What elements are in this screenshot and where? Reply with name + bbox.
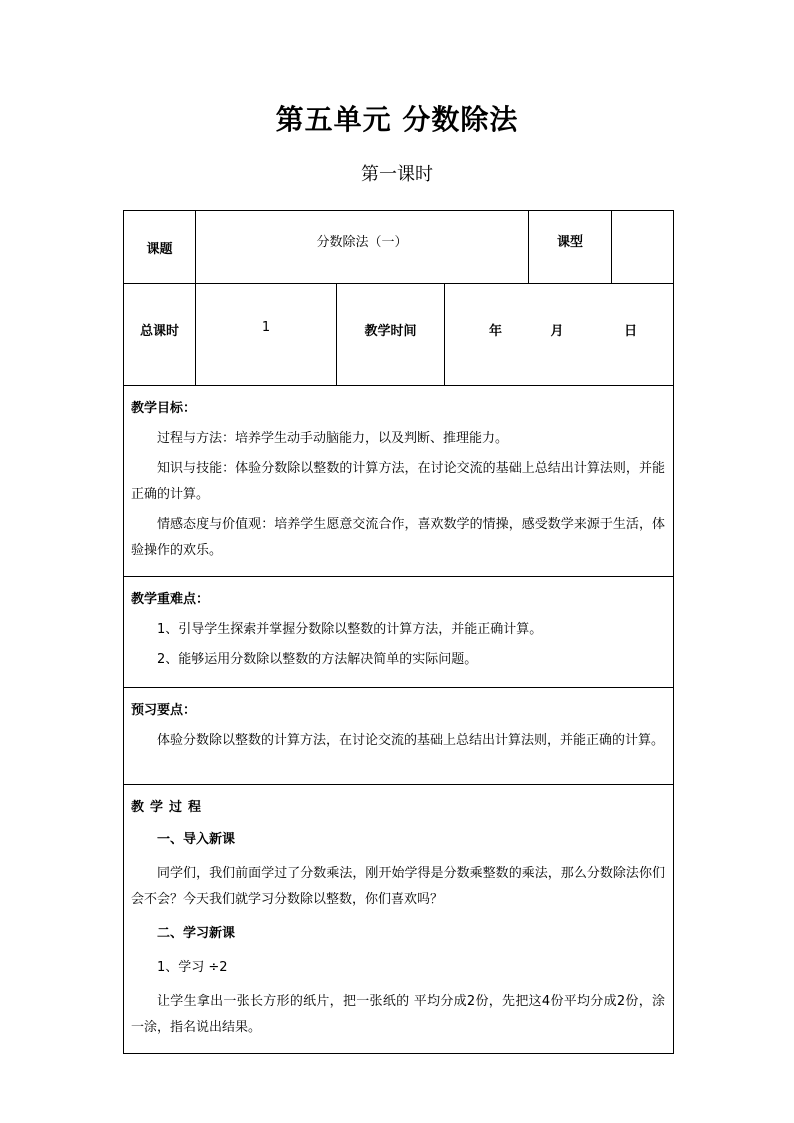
key-point-item: 2、能够运用分数除以整数的方法解决简单的实际问题。 (157, 652, 478, 667)
process-row (124, 785, 674, 1054)
year-label: 年 (489, 324, 503, 339)
teaching-time-label: 教学时间 (337, 284, 445, 386)
step1-text: 同学们，我们前面学过了分数乘法，刚开始学得是分数乘整数的乘法，那么分数除法你们会不会？今天我们就学习分数除以整数，你们喜欢吗？ (131, 866, 665, 907)
key-points-row (124, 577, 674, 688)
topic-row (124, 211, 674, 284)
topic-value: 分数除法（一） (196, 211, 529, 284)
key-points-section (124, 577, 674, 688)
key-points-heading: 教学重难点： (131, 592, 210, 607)
page-title: 第五单元 分数除法 (275, 103, 519, 136)
objectives-heading: 教学目标： (131, 401, 197, 416)
process-section (124, 785, 674, 1054)
day-label: 日 (624, 324, 638, 339)
hours-row (124, 284, 674, 386)
step1-title: 一、导入新课 (157, 832, 236, 847)
sub-step1-title: 1、学习 ÷2 (157, 960, 228, 975)
preview-text: 体验分数除以整数的计算方法，在讨论交流的基础上总结出计算法则，并能正确的计算。 (157, 733, 665, 748)
objectives-section (124, 386, 674, 577)
preview-row (124, 688, 674, 785)
sub-step1-text: 让学生拿出一张长方形的纸片，把一张纸的 平均分成2份，先把这4份平均分成2份，涂一涂，指名说出结果。 (131, 994, 665, 1035)
objective-item: 知识与技能：体验分数除以整数的计算方法，在讨论交流的基础上总结出计算法则，并能正确的计算。 (131, 461, 665, 502)
total-hours-label: 总课时 (124, 284, 196, 386)
month-label: 月 (550, 324, 564, 339)
objectives-row (124, 386, 674, 577)
process-heading: 教学过程 (131, 800, 208, 815)
preview-heading: 预习要点： (131, 703, 197, 718)
objective-item: 过程与方法：培养学生动手动脑能力，以及判断、推理能力。 (157, 431, 509, 446)
type-value (612, 211, 674, 284)
objective-item: 情感态度与价值观：培养学生愿意交流合作，喜欢数学的情操，感受数学来源于生活，体验操作的欢乐。 (131, 517, 665, 558)
total-hours-value: 1 (196, 284, 337, 386)
topic-label: 课题 (124, 211, 196, 284)
lesson-subtitle: 第一课时 (361, 164, 433, 185)
teaching-time-value (445, 284, 674, 386)
type-label: 课型 (529, 211, 612, 284)
preview-section (124, 688, 674, 785)
step2-title: 二、学习新课 (157, 926, 236, 941)
lesson-plan-table (123, 210, 674, 1054)
key-point-item: 1、引导学生探索并掌握分数除以整数的计算方法，并能正确计算。 (157, 622, 543, 637)
